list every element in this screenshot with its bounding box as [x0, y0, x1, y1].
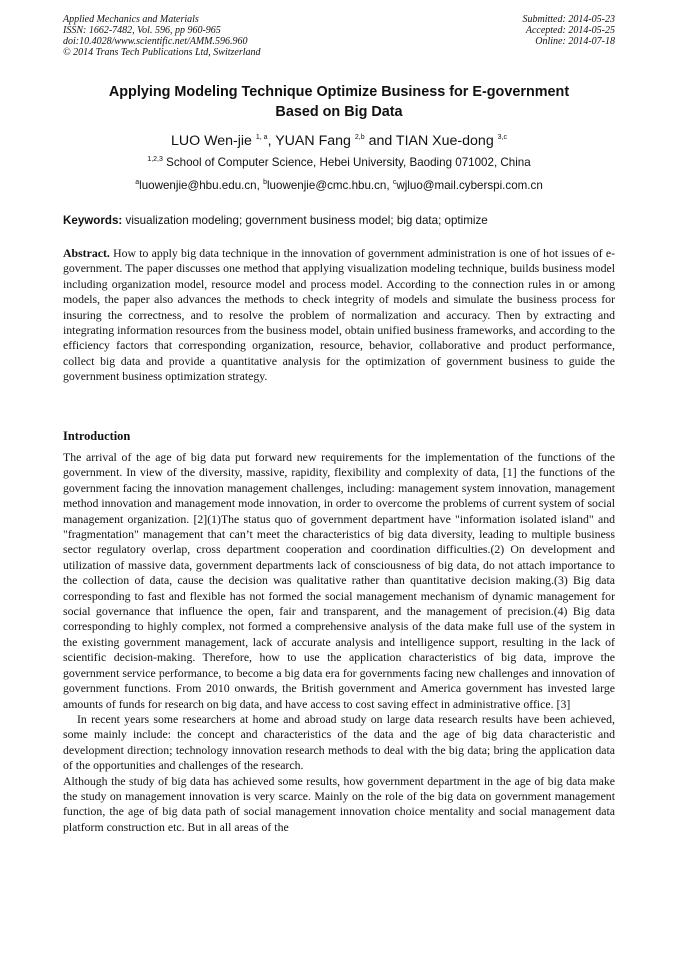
section-heading-introduction: Introduction: [63, 429, 131, 443]
author-1-affil: 1, a: [255, 134, 268, 141]
abstract: [63, 246, 615, 385]
keywords: [63, 213, 615, 228]
author-3-affil: 3,c: [497, 134, 508, 141]
email-3-mark: c: [392, 179, 397, 186]
abstract-label: Abstract.: [63, 246, 110, 260]
title-line-2: Based on Big Data: [275, 104, 403, 120]
abstract-text: How to apply big data technique in the innovation of government administration is one of hot issues of e-government. The paper discusses one method that applying visualization modeling technique, builds business model including organization model, resource model and process model. According to the connection rules in or among models, the paper also advances the methods to check integrity of models and simulate the business process for insuring the correctness, and to resolve the problem of normalization and accuracy. Then by extracting and integrating information resources from the business model, obtain unified business frameworks, and according to the efficiency factors that corresponding organization, resource, behavior, collaborative and product performance, collect big data and provide a quantitative analysis for the optimization of government business to guide the government business optimization strategy.: [63, 246, 616, 384]
paper-title: [70, 82, 608, 122]
email-list: [40, 178, 638, 193]
author-2-affil: 2,b: [354, 134, 365, 141]
affiliation: [40, 155, 638, 170]
keywords-text: visualization modeling; government business model; big data; optimize: [125, 214, 488, 227]
email-2: luowenjie@cmc.hbu.cn,: [266, 179, 390, 192]
journal-info: [63, 14, 261, 58]
introduction-body: [63, 450, 615, 835]
intro-paragraph-3: Although the study of big data has achieved some results, how government department in the age of big data make the study on management innovation is very scarce. Mainly on the role of the big data on government management function, the age of big data path of social management innovation choice mentality and social management data platform construction etc. But in all areas of the: [63, 773, 615, 834]
doi-line: doi:10.4028/www.scientific.net/AMM.596.960: [63, 36, 248, 47]
online-date: Online: 2014-07-18: [535, 36, 615, 47]
journal-name: Applied Mechanics and Materials: [63, 14, 199, 25]
author-2: YUAN Fang: [275, 133, 351, 149]
affiliation-text: School of Computer Science, Hebei University, Baoding 071002, China: [166, 156, 531, 169]
email-1-mark: a: [135, 179, 140, 186]
keywords-label: Keywords:: [63, 214, 123, 227]
intro-paragraph-1: The arrival of the age of big data put forward new requirements for the implementation of the functions of the government. In view of the diversity, massive, rapidity, flexibility and complexity of data, [1] the functions of the government facing the innovation management challenges, including: management system innovation, management method innovation and management mode innovation, in order to overcome the problems of current system of social management organization. [2](1)The status quo of government department have "information isolated island" and "fragmentation" management that can’t meet the characteristics of big data diversity, leading to multiple business sector regulatory overlap, cross department cooperation and coordination difficulties.(2) On development and utilization of massive data, government departments lack of consciousness of big data, do not attach importance to the collection of data, cause the decision was qualitative rather than quantitative decision making.(3) Big data corresponding to fast and flexible has not formed the social management mechanism of dynamic management for social governance that influence the open, fair and transparent, and the management of precision.(4) Big data corresponding to highly complex, not formed a comprehensive analysis of the data make full use of the system in the existing government management, lack of accurate analysis and intelligence support, resulting in the lack of scientific decision-making. Therefore, how to use the application characteristics of big data, improve the government service performance, to become a big data era for governments facing new challenges and innovation of government functions. From 2010 onwards, the British government and America government has invested large amounts of funds for research on big data, and have access to cost saving effect in administrative office. [3]: [63, 450, 615, 711]
copyright-line: © 2014 Trans Tech Publications Ltd, Switzerland: [63, 47, 261, 58]
author-list: [40, 132, 638, 150]
email-3: wjluo@mail.cyberspi.com.cn: [396, 179, 543, 192]
submitted-date: Submitted: 2014-05-23: [522, 14, 615, 25]
author-sep: ,: [267, 133, 276, 149]
email-1: luowenjie@hbu.edu.cn,: [139, 179, 260, 192]
email-2-mark: b: [263, 179, 267, 186]
intro-paragraph-2: In recent years some researchers at home and abroad study on large data research results have been achieved, some mainly include: the concept and characteristics of the data and the age of big data characteristic and development direction; technology innovation research methods to deal with the big data; bring the application data of the opportunities and challenges of the research.: [63, 711, 615, 773]
dates-info: [523, 14, 616, 47]
author-3: and TIAN Xue-dong: [368, 133, 494, 149]
issn-line: ISSN: 1662-7482, Vol. 596, pp 960-965: [63, 25, 221, 36]
accepted-date: Accepted: 2014-05-25: [525, 25, 615, 36]
affiliation-marks: 1,2,3: [147, 156, 163, 163]
title-line-1: Applying Modeling Technique Optimize Business for E-government: [108, 84, 570, 100]
author-1: LUO Wen-jie: [170, 133, 252, 149]
